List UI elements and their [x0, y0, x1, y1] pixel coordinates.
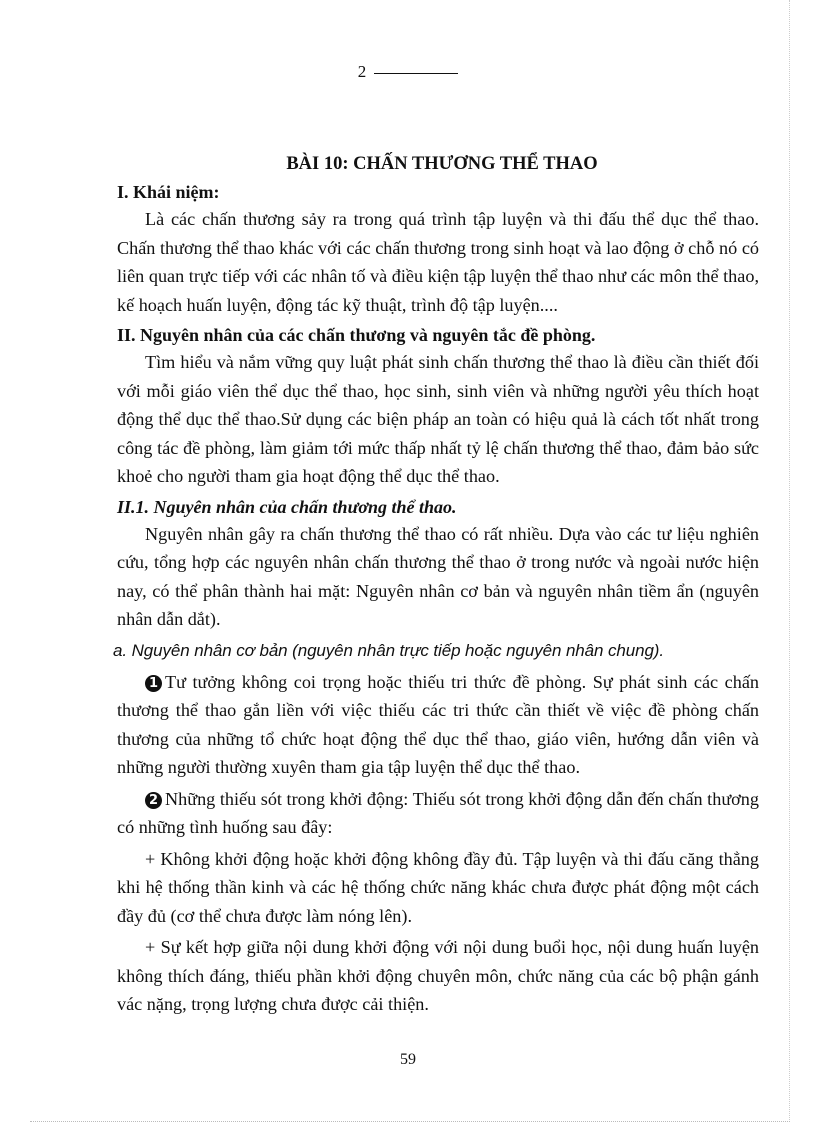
- page-border-bottom: [30, 1121, 790, 1122]
- number-badge-icon: 1: [145, 675, 162, 692]
- page-content: [113, 150, 759, 1022]
- section-1-heading: I. Khái niệm:: [117, 182, 220, 202]
- numbered-item-text: Những thiếu sót trong khởi động: Thiếu sót trong khởi động dẫn đến chấn thương có những tình huống sau đây:: [117, 788, 759, 837]
- page-title: BÀI 10: CHẤN THƯƠNG THỂ THAO: [286, 154, 598, 174]
- numbered-item: [117, 668, 759, 782]
- header-page-number: 2: [357, 62, 367, 81]
- section-2-paragraph: Tìm hiểu và nắm vững quy luật phát sinh chấn thương thể thao là điều cần thiết đối với mỗi giáo viên thể dục thể thao, học sinh, sinh viên và những người yêu thích hoạt động thể dục thể thao.Sử dụng các biện pháp an toàn có hiệu quả là cách tốt nhất trong công tác đề phòng, làm giảm tới mức thấp nhất tỷ lệ chấn thương thể thao, đảm bảo sức khoẻ cho người tham gia hoạt động thể dục thể thao.: [117, 352, 759, 486]
- header-rule: [374, 73, 458, 74]
- numbered-item-text: Tư tưởng không coi trọng hoặc thiếu tri thức đề phòng. Sự phát sinh các chấn thương thể thao gắn liền với việc thiếu các tri thức cần thiết về việc đề phòng chấn thương của những tổ chức hoạt động thể dục thể thao, giáo viên, hướng dẫn viên và những người thường xuyên tham gia tập luyện thể dục thể thao.: [117, 671, 759, 777]
- section-1-paragraph: Là các chấn thương sảy ra trong quá trình tập luyện và thi đấu thể dục thể thao. Chấn thương thể thao khác với các chấn thương trong sinh hoạt và lao động ở chỗ nó có liên quan trực tiếp với các nhân tố và điều kiện tập luyện thể thao như các môn thể thao, kế hoạch huấn luyện, động tác kỹ thuật, trình độ tập luyện....: [117, 209, 759, 315]
- page-footer-number: 59: [400, 1051, 416, 1068]
- numbered-item: [117, 785, 759, 842]
- plus-item: + Sự kết hợp giữa nội dung khởi động với nội dung buổi học, nội dung huấn luyện không thích đáng, thiếu phần khởi động chuyên môn, chức năng của các bộ phận gánh vác nặng, trọng lượng chưa được cải thiện.: [117, 937, 759, 1014]
- page-header: [0, 62, 816, 82]
- subsection-a-heading: a. Nguyên nhân cơ bản (nguyên nhân trực tiếp hoặc nguyên nhân chung).: [113, 640, 664, 660]
- section-2-heading: II. Nguyên nhân của các chấn thương và nguyên tắc đề phòng.: [117, 325, 596, 345]
- section-2-1-heading: II.1. Nguyên nhân của chấn thương thể thao.: [117, 496, 457, 517]
- plus-item: + Không khởi động hoặc khởi động không đầy đủ. Tập luyện và thi đấu căng thẳng khi hệ thống thần kinh và các hệ thống chức năng khác chưa được phát động một cách đầy đủ (cơ thể chưa được làm nóng lên).: [117, 848, 759, 926]
- page-border-right: [789, 0, 790, 1122]
- number-badge-icon: 2: [145, 792, 162, 809]
- section-2-1-paragraph: Nguyên nhân gây ra chấn thương thể thao có rất nhiều. Dựa vào các tư liệu nghiên cứu, tổng hợp các nguyên nhân chấn thương thể thao ở trong nước và ngoài nước hiện nay, có thể phân thành hai mặt: Nguyên nhân cơ bản và nguyên nhân tiềm ẩn (nguyên nhân dẫn dắt).: [117, 523, 759, 629]
